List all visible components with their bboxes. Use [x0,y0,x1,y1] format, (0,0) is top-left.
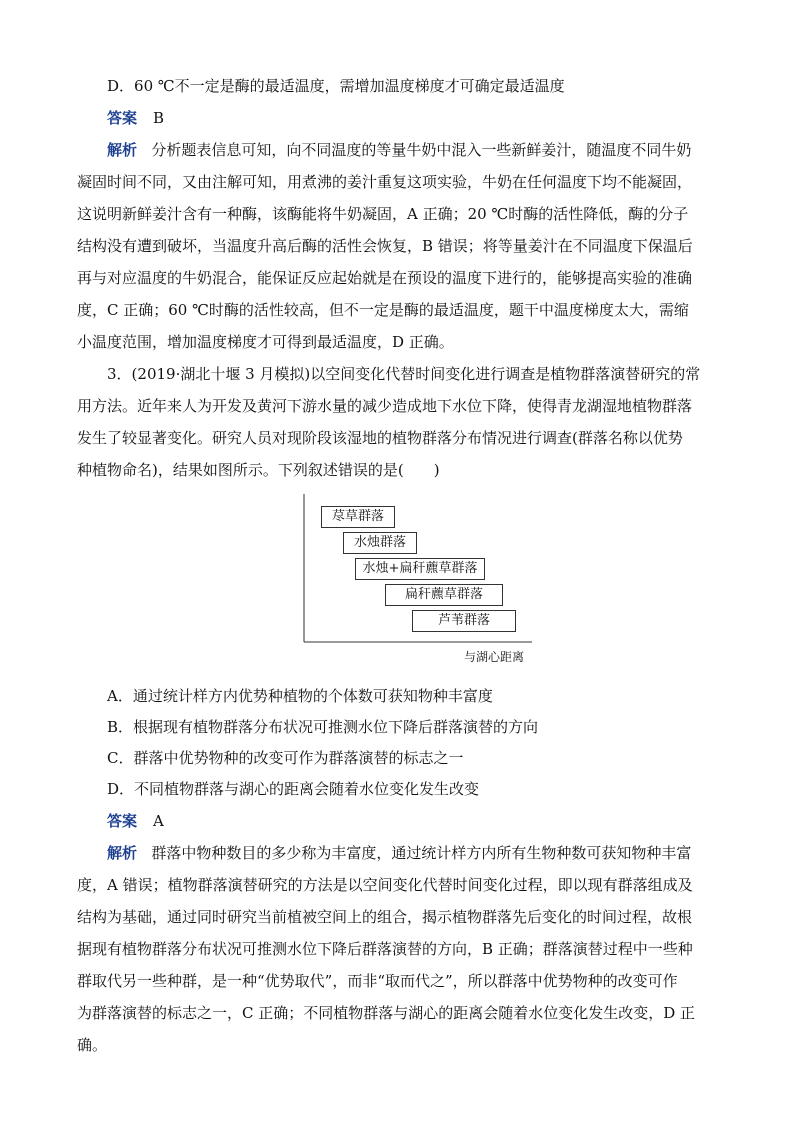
analysis-1-line-3: 结构没有遭到破坏，当温度升高后酶的活性会恢复，B 错误；将等量姜汁在不同温度下保温后 [77,237,693,255]
analysis-2-line-3: 据现有植物群落分布状况可推测水位下降后群落演替的方向，B 正确；群落演替过程中一些种 [77,940,693,958]
analysis-2-line-5: 为群落演替的标志之一，C 正确；不同植物群落与湖心的距离会随着水位变化发生改变，D 正 [77,1004,696,1022]
prev-option-d: D．60 ℃不一定是酶的最适温度，需增加温度梯度才可确定最适温度 [107,77,565,95]
analysis-2-label: 解析 [107,844,138,862]
analysis-1-line-1: 凝固时间不同，又由注解可知，用煮沸的姜汁重复这项实验，牛奶在任何温度下均不能凝固， [77,173,693,191]
question-3-line-2: 发生了较显著变化。研究人员对现阶段该湿地的植物群落分布情况进行调查(群落名称以优势 [77,429,683,447]
analysis-2-line-4: 群取代另一些种群，是一种“优势取代”，而非“取而代之”，所以群落中优势物种的改变可作 [77,972,678,990]
answer-2-value: A [153,812,164,830]
question-3-line-1: 用方法。近年来人为开发及黄河下游水量的减少造成地下水位下降，使得青龙湖湿地植物群落 [77,397,693,415]
analysis-1-line-5: 度，C 正确；60 ℃时酶的活性较高，但不一定是酶的最适温度，题干中温度梯度太大，需缩 [77,301,689,319]
analysis-2-line-0 [107,843,691,863]
community-box-shuizhu-bianganbiaocao: 水烛+扁秆藨草群落 [355,558,485,580]
community-box-luwei: 芦苇群落 [412,610,516,632]
analysis-1-line-4: 再与对应温度的牛奶混合，能保证反应起始就是在预设的温度下进行的，能够提高实验的准确 [77,269,693,287]
analysis-2-line-1: 度，A 错误；植物群落演替研究的方法是以空间变化代替时间变化过程，即以现有群落组成及 [77,876,693,894]
analysis-1-line-6: 小温度范围，增加温度梯度才可得到最适温度，D 正确。 [77,333,454,351]
analysis-1-line-0 [107,140,691,160]
community-distribution-figure [296,492,536,668]
option-a: A．通过统计样方内优势种植物的个体数可获知物种丰富度 [107,687,493,705]
community-box-bianganbiaocao: 扁秆藨草群落 [385,584,503,606]
answer-2-label: 答案 [107,812,138,830]
analysis-1-line-2: 这说明新鲜姜汁含有一种酶，该酶能将牛奶凝固，A 正确；20 ℃时酶的活性降低，酶的分子 [77,205,689,223]
answer-1-value: B [153,109,165,127]
question-3-line-0: 3．(2019·湖北十堰 3 月模拟)以空间变化代替时间变化进行调查是植物群落演替研究的常 [107,365,701,383]
question-3-line-3: 种植物命名)，结果如图所示。下列叙述错误的是( ) [77,461,440,479]
analysis-1-label: 解析 [107,141,138,159]
option-d: D．不同植物群落与湖心的距离会随着水位变化发生改变 [107,780,480,798]
answer-2 [107,811,164,831]
x-axis-label: 与湖心距离 [464,650,525,664]
analysis-2-line-2: 结构为基础，通过同时研究当前植被空间上的组合，揭示植物群落先后变化的时间过程，故根 [77,908,693,926]
answer-1 [107,108,164,128]
analysis-1-text-0: 分析题表信息可知，向不同温度的等量牛奶中混入一些新鲜姜汁，随温度不同牛奶 [151,141,692,159]
option-c: C．群落中优势物种的改变可作为群落演替的标志之一 [107,749,464,767]
analysis-2-line-6: 确。 [77,1036,108,1054]
community-box-shuizhu: 水烛群落 [343,532,417,554]
community-box-jincao: 荩草群落 [321,506,395,528]
answer-1-label: 答案 [107,109,138,127]
analysis-2-text-0: 群落中物种数目的多少称为丰富度，通过统计样方内所有生物种数可获知物种丰富 [151,844,692,862]
option-b: B．根据现有植物群落分布状况可推测水位下降后群落演替的方向 [107,718,539,736]
